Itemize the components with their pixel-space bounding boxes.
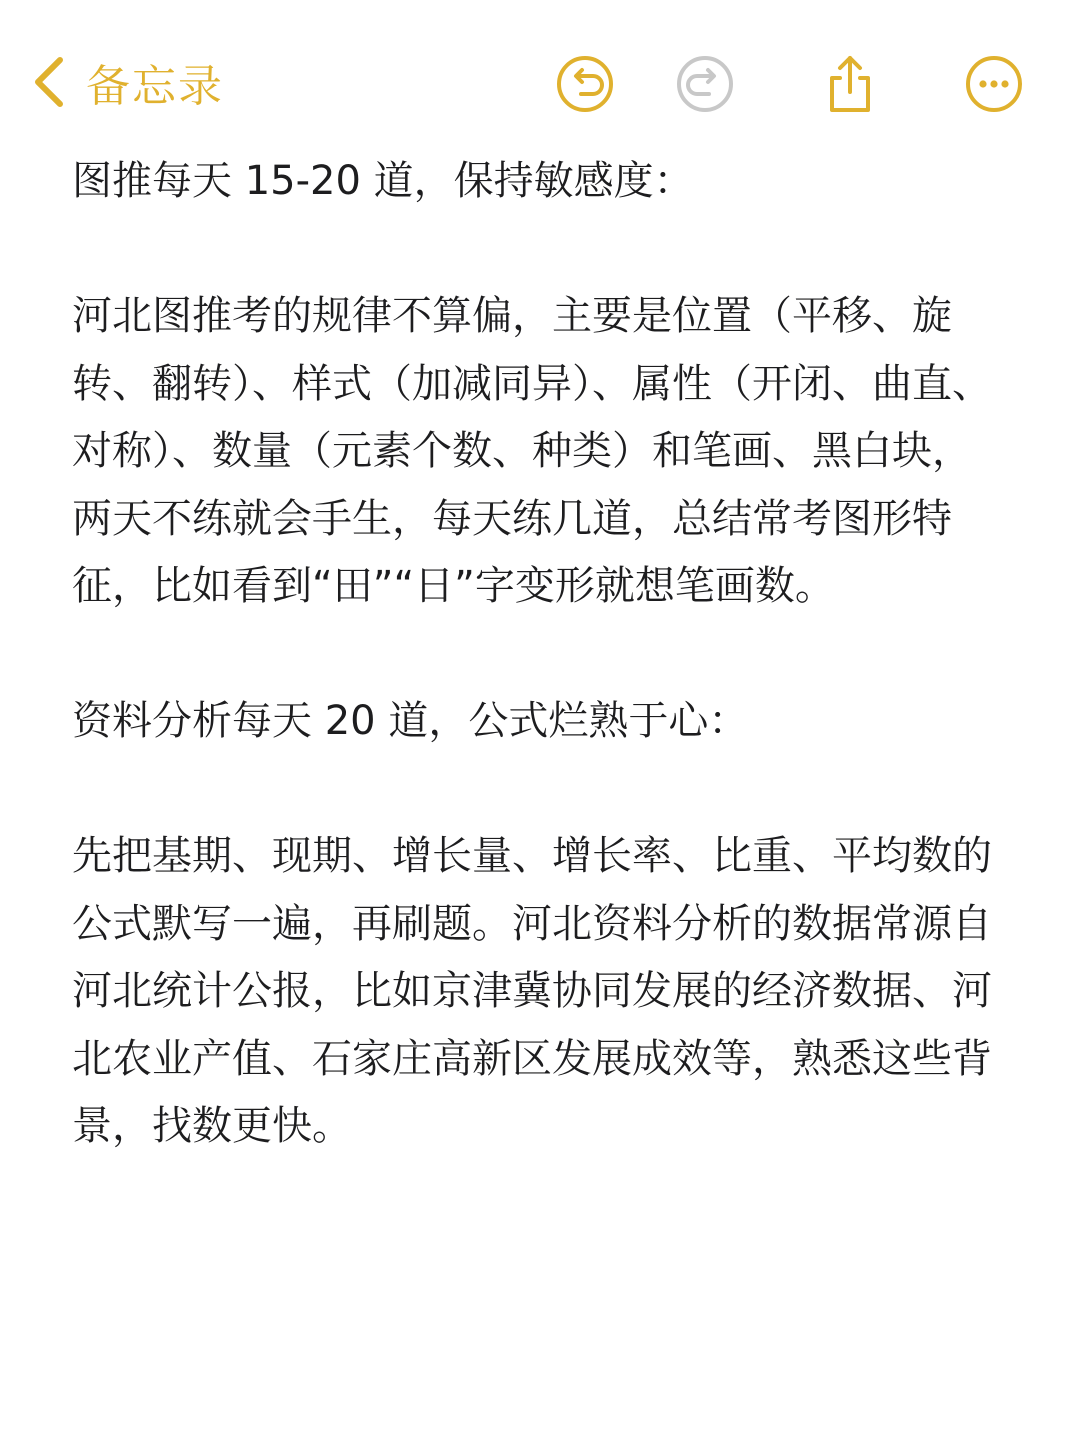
more-icon [962,52,1026,116]
share-icon [818,52,882,116]
blank-line [72,756,1007,824]
share-button[interactable] [818,52,882,116]
undo-icon [553,52,617,116]
undo-button[interactable] [553,52,617,116]
blank-line [72,216,1007,284]
redo-icon [673,52,737,116]
paragraph-data-analysis: 先把基期、现期、增长量、增长率、比重、平均数的公式默写一遍，再刷题。河北资料分析的数据常源自河北统计公报，比如京津冀协同发展的经济数据、河北农业产值、石家庄高新区发展成效等，熟悉这些背景，找数更快。 [72,833,992,1149]
navigation-bar [0,0,1080,150]
paragraph-figure-reasoning: 河北图推考的规律不算偏，主要是位置（平移、旋转、翻转）、样式（加减同异）、属性（开闭、曲直、对称）、数量（元素个数、种类）和笔画、黑白块，两天不练就会手生，每天练几道，总结常考图形特征，比如看到“田”“日”字变形就想笔画数。 [72,293,992,609]
chevron-left-icon [30,54,70,110]
redo-button[interactable] [673,52,737,116]
section-heading-data-analysis: 资料分析每天 20 道，公式烂熟于心： [72,698,749,744]
back-button[interactable] [30,50,224,114]
note-body[interactable] [72,148,1007,1161]
blank-line [72,621,1007,689]
more-button[interactable] [962,52,1026,116]
section-heading-figure-reasoning: 图推每天 15-20 道，保持敏感度： [72,158,694,204]
back-label: 备忘录 [86,61,224,112]
